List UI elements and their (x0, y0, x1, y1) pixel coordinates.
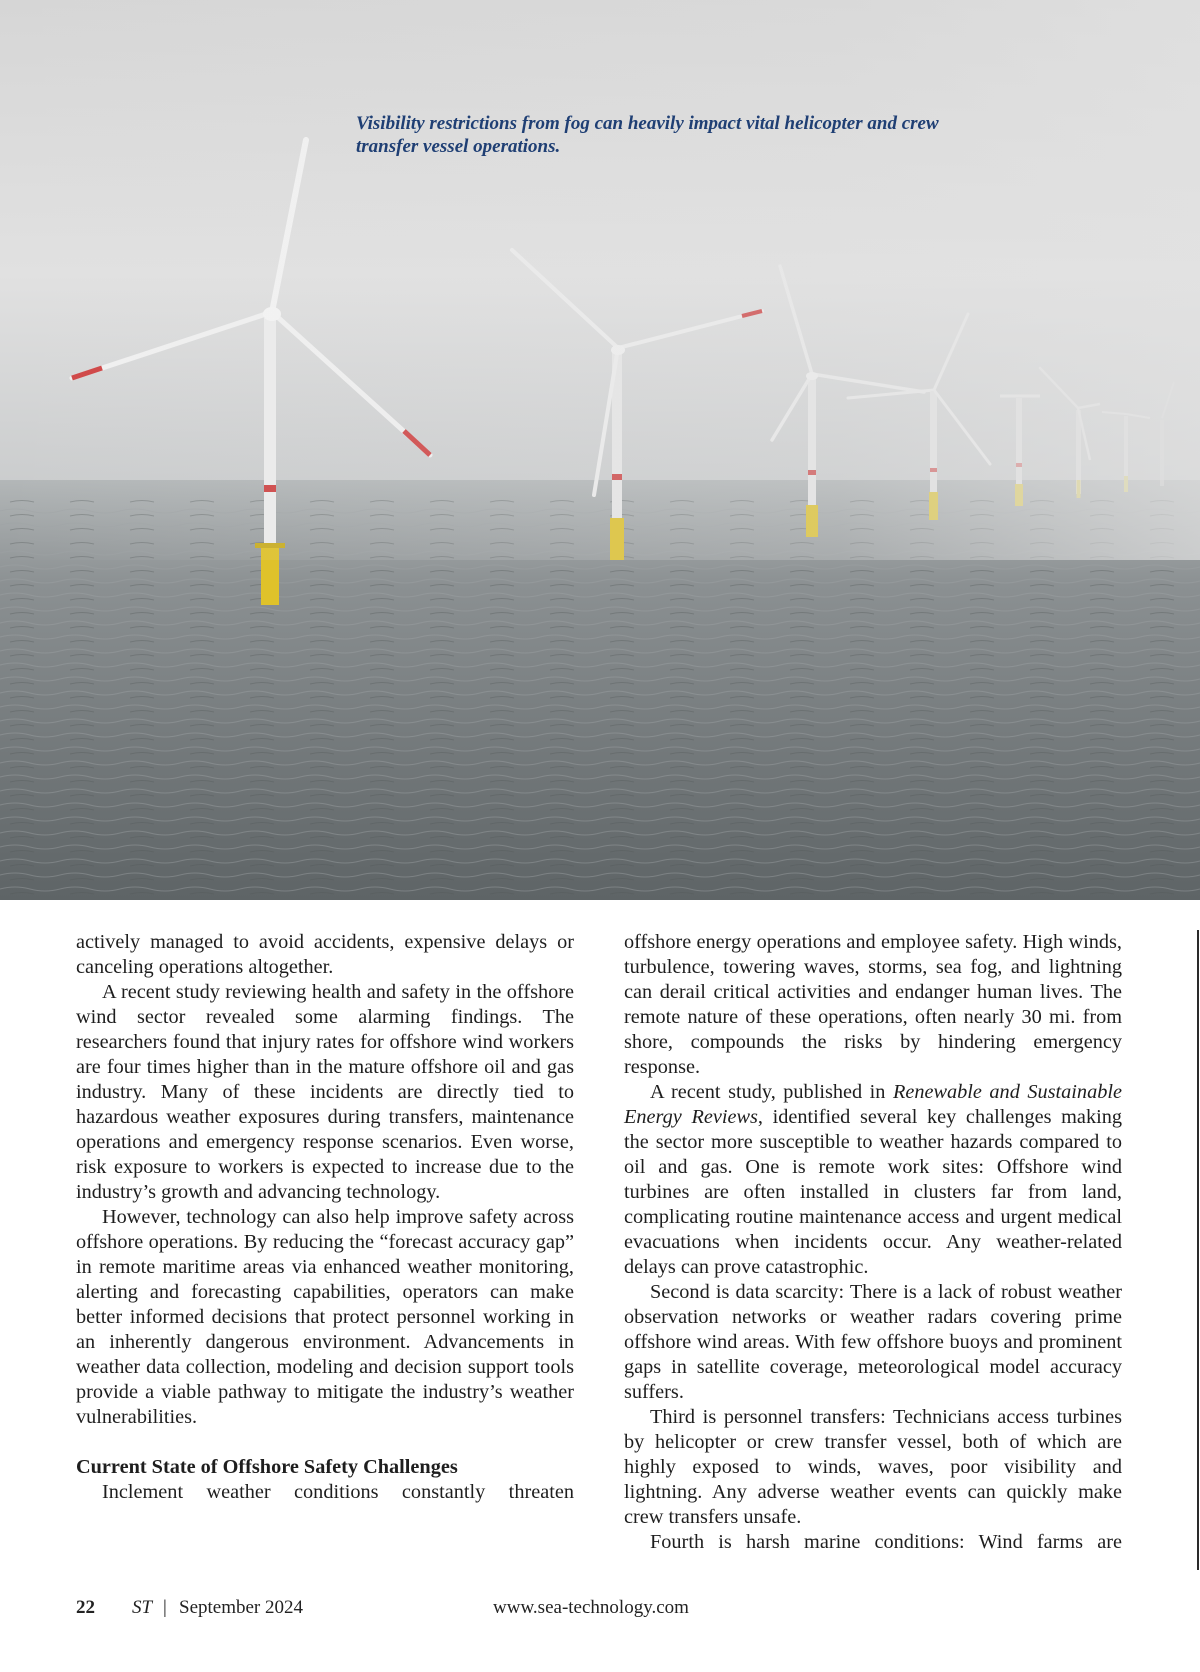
paragraph-text: Inclement weather conditions constantly threaten (102, 1481, 574, 1503)
footer-separator: | (163, 1597, 167, 1618)
section-heading: Current State of Offshore Safety Challenges (76, 1456, 458, 1478)
paragraph: Second is data scarcity: There is a lack of robust weather observation networks or weather radars covering prime offshore wind areas. With few offshore buoys and prominent gaps in satellite coverage, meteorological model accuracy suffers. (624, 1281, 1122, 1403)
paragraph-text: Fourth is harsh marine conditions: Wind farms are (650, 1531, 1122, 1553)
paragraph: A recent study reviewing health and safety in the offshore wind sector revealed some alarming findings. The researchers found that injury rates for offshore wind workers are four times higher than in the mature offshore oil and gas industry. Many of these incidents are directly tied to hazardous weather exposures during transfers, maintenance operations and emergency response scenarios. Even worse, risk exposure to workers is expected to increase due to the industry’s growth and advancing technology. (76, 981, 574, 1203)
article-column-right (624, 930, 1122, 1555)
paragraph: Third is personnel transfers: Technicians access turbines by helicopter or crew transfer vessel, both of which are highly exposed to winds, waves, poor visibility and lightning. Any adverse weather events can quickly make crew transfers unsafe. (624, 1406, 1122, 1528)
publication-abbrev: ST (132, 1597, 153, 1618)
column-rule (1197, 930, 1199, 1570)
photo-caption: Visibility restrictions from fog can heavily impact vital helicopter and crew transfer vessel operations. (356, 113, 939, 157)
paragraph (624, 1530, 1122, 1555)
paragraph: offshore energy operations and employee safety. High winds, turbulence, towering waves, storms, sea fog, and lightning can derail critical activities and endanger human lives. The remote nature of these operations, often nearly 30 mi. from shore, compounds the risks by hindering emergency response. (624, 931, 1122, 1078)
paragraph (76, 1480, 574, 1505)
paragraph-spacer (76, 1430, 574, 1455)
paragraph: actively managed to avoid accidents, expensive delays or canceling operations altogether. (76, 931, 574, 978)
issue-date: September 2024 (179, 1597, 304, 1618)
website-url: www.sea-technology.com (493, 1597, 689, 1618)
paragraph: However, technology can also help improve safety across offshore operations. By reducing the “forecast accuracy gap” in remote maritime areas via enhanced weather monitoring, alerting and forecasting capabilities, operators can make better informed decisions that protect personnel working in an inherently dangerous environment. Advancements in weather data collection, modeling and decision support tools provide a viable pathway to mitigate the industry’s weather vulnerabilities. (76, 1206, 574, 1428)
fog-overlay (0, 0, 1200, 560)
journal-title: Renewable and Sustainable Energy Reviews (624, 1081, 1122, 1128)
article-column-left (76, 930, 574, 1505)
paragraph (624, 1080, 1122, 1280)
page-footer (0, 1596, 1200, 1626)
paragraph-text: , identified several key challenges making the sector more susceptible to weather hazards compared to oil and gas. One is remote work sites: Offshore wind turbines are often installed in clusters far from land, complicating routine maintenance access and urgent medical evacuations when incidents occur. Any weather-related delays can prove catastrophic. (624, 1106, 1122, 1278)
paragraph-text: A recent study, published in (650, 1081, 893, 1103)
page-number: 22 (76, 1597, 95, 1618)
